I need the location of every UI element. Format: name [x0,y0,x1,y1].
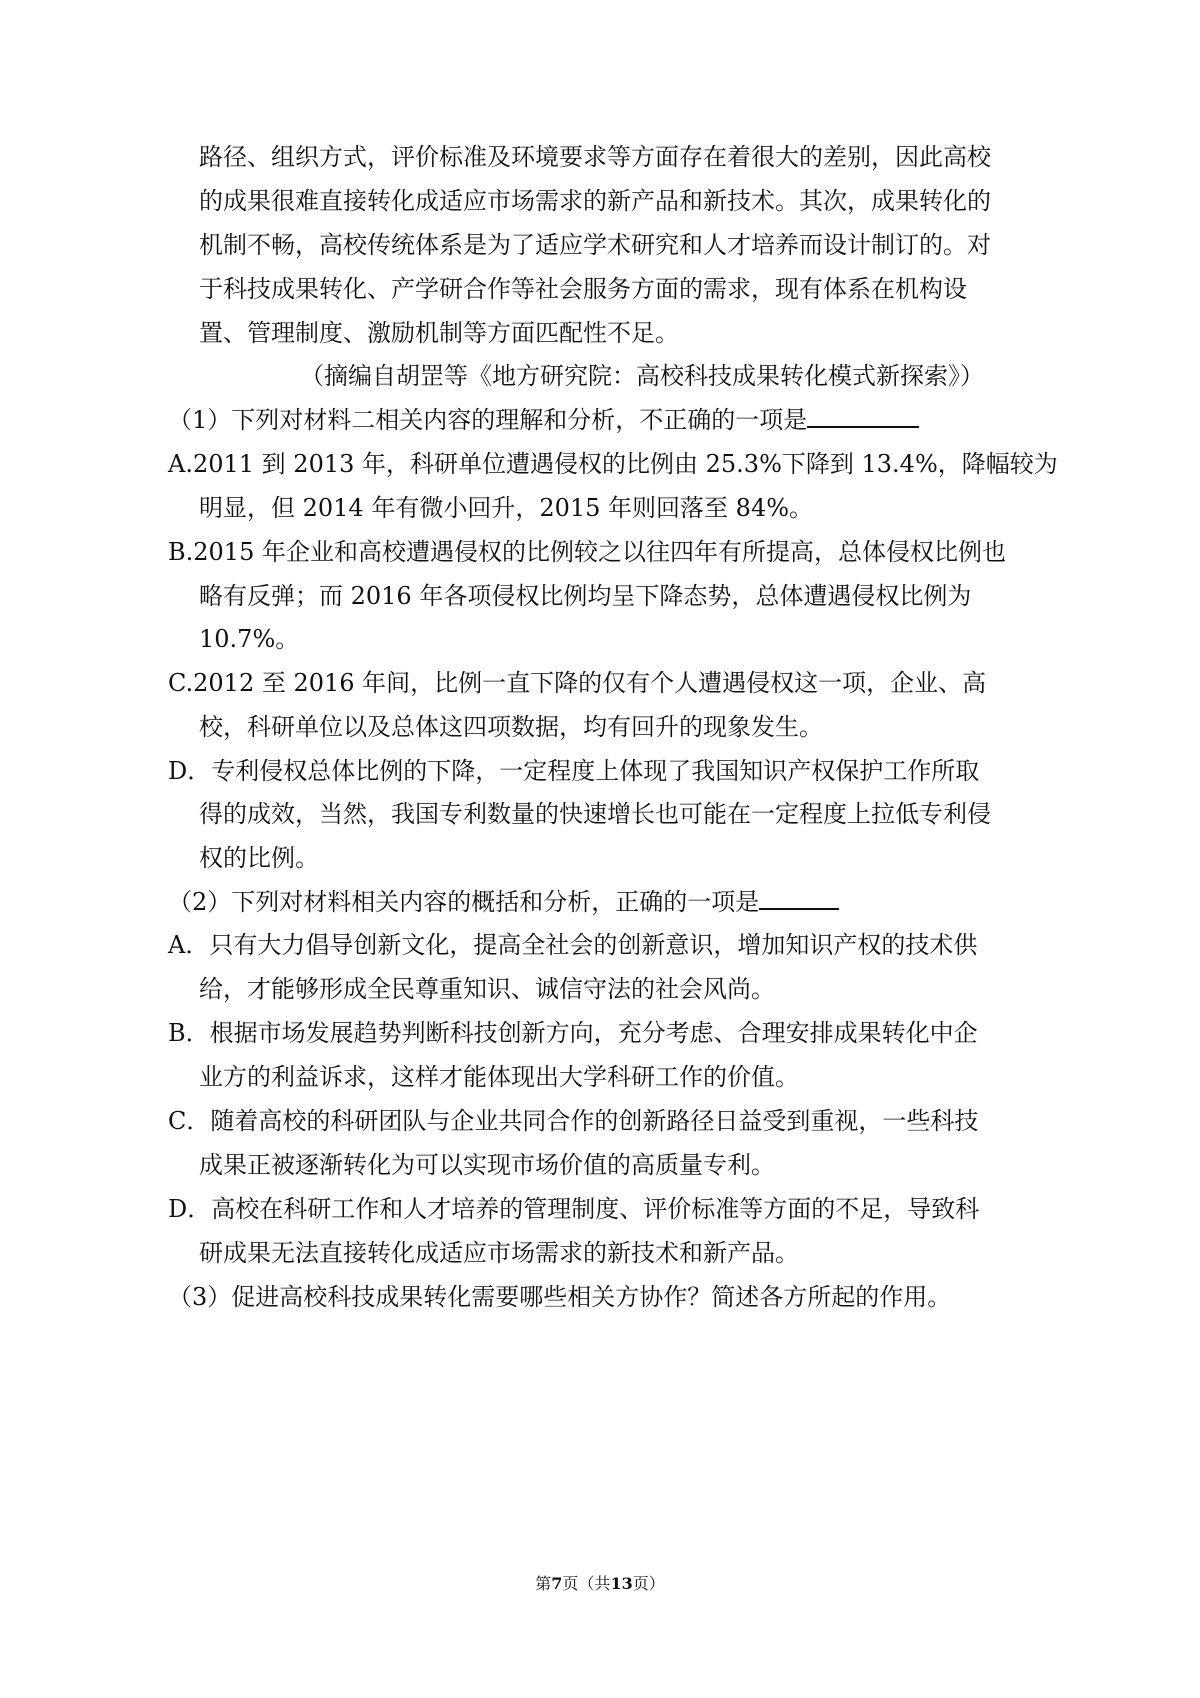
question-2-option-b: B．根据市场发展趋势判断科技创新方向，充分考虑、合理安排成果转化中企 [168,1019,978,1047]
question-1-option-a-cont: 明显，但 2014 年有微小回升，2015 年则回落至 84%。 [199,494,814,522]
question-2-option-c: C．随着高校的科研团队与企业共同合作的创新路径日益受到重视，一些科技 [168,1107,979,1135]
question-2-option-a-cont: 给，才能够形成全民尊重知识、诚信守法的社会风尚。 [199,975,775,1003]
question-1-option-d: D．专利侵权总体比例的下降，一定程度上体现了我国知识产权保护工作所取 [168,757,980,785]
passage-line: 路径、组织方式，评价标准及环境要求等方面存在着很大的差别，因此高校 [199,143,991,171]
question-2-option-a: A．只有大力倡导创新文化，提高全社会的创新意识，增加知识产权的技术供 [168,931,978,959]
passage-source: （摘编自胡罡等《地方研究院：高校科技成果转化模式新探索》） [300,362,984,390]
question-2-option-d: D．高校在科研工作和人才培养的管理制度、评价标准等方面的不足，导致科 [168,1195,980,1223]
footer-middle: 页（共 [562,1574,611,1593]
passage-line: 置、管理制度、激励机制等方面匹配性不足。 [199,319,679,347]
question-1-stem [168,404,919,436]
page-footer [0,1574,1200,1594]
question-1-option-c-cont: 校，科研单位以及总体这四项数据，均有回升的现象发生。 [199,713,823,741]
passage-line: 机制不畅，高校传统体系是为了适应学术研究和人才培养而设计制订的。对 [199,231,991,259]
question-1-option-a: A.2011 到 2013 年，科研单位遭遇侵权的比例由 25.3%下降到 13.4%，降幅较为 [168,450,1058,478]
passage-line: 的成果很难直接转化成适应市场需求的新产品和新技术。其次，成果转化的 [199,187,991,215]
question-2-stem [168,886,839,918]
question-1-option-b-cont: 略有反弹；而 2016 年各项侵权比例均呈下降态势，总体遭遇侵权比例为 [199,582,972,610]
question-2-option-b-cont: 业方的利益诉求，这样才能体现出大学科研工作的价值。 [199,1063,799,1091]
answer-blank [807,404,919,428]
footer-prefix: 第 [535,1574,552,1593]
footer-page-number: 7 [551,1574,563,1593]
footer-total-pages: 13 [610,1574,633,1593]
question-2-option-c-cont: 成果正被逐渐转化为可以实现市场价值的高质量专利。 [199,1151,775,1179]
question-2-stem-text: （2）下列对材料相关内容的概括和分析，正确的一项是 [168,888,760,916]
passage-line: 于科技成果转化、产学研合作等社会服务方面的需求，现有体系在机构设 [199,275,967,303]
question-1-option-d-cont: 得的成效，当然，我国专利数量的快速增长也可能在一定程度上拉低专利侵 [199,800,991,828]
question-1-stem-text: （1）下列对材料二相关内容的理解和分析，不正确的一项是 [168,406,808,434]
question-1-option-b-cont: 10.7%。 [199,625,300,653]
question-2-option-d-cont: 研成果无法直接转化成适应市场需求的新技术和新产品。 [199,1239,799,1267]
footer-suffix: 页） [632,1574,665,1593]
question-3-stem: （3）促进高校科技成果转化需要哪些相关方协作？简述各方所起的作用。 [168,1283,952,1311]
question-1-option-b: B.2015 年企业和高校遭遇侵权的比例较之以往四年有所提高，总体侵权比例也 [168,538,1006,566]
answer-blank [759,886,839,910]
question-1-option-c: C.2012 至 2016 年间，比例一直下降的仅有个人遭遇侵权这一项，企业、高 [168,669,987,697]
question-1-option-d-cont: 权的比例。 [199,844,319,872]
